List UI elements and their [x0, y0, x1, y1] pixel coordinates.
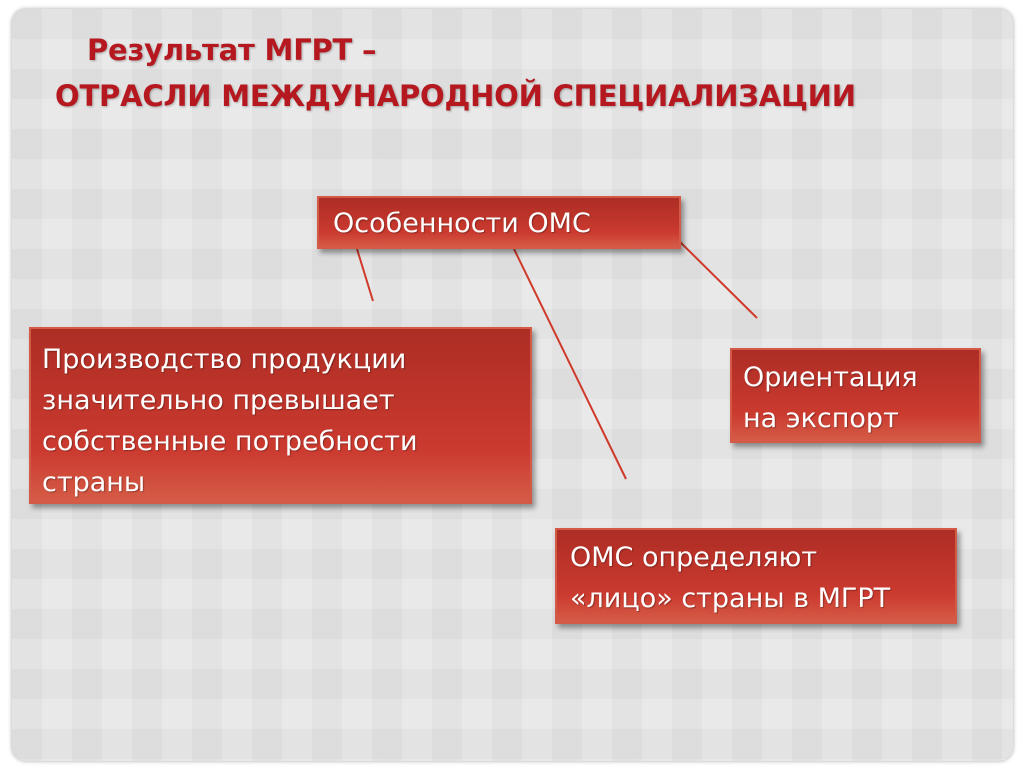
node-face-line-2: «лицо» страны в МГРТ	[570, 583, 891, 614]
center-node-oms-features	[317, 196, 681, 249]
connector-to-production	[357, 249, 373, 301]
center-node-label: Особенности ОМС	[333, 208, 591, 239]
node-production-line-2: значительно превышает	[42, 385, 395, 416]
title-line-2: ОТРАСЛИ МЕЖДУНАРОДНОЙ СПЕЦИАЛИЗАЦИИ	[55, 79, 856, 113]
node-export-line-1: Ориентация	[743, 362, 918, 393]
title-line-1: Результат МГРТ –	[87, 33, 377, 67]
node-export-orientation	[730, 348, 981, 443]
node-export-line-2: на экспорт	[743, 403, 899, 434]
node-production-exceeds-needs	[29, 327, 532, 504]
node-production-line-1: Производство продукции	[42, 344, 407, 375]
node-production-line-3: собственные потребности	[42, 426, 418, 457]
node-production-line-4: страны	[42, 467, 146, 498]
node-country-face	[555, 528, 957, 624]
node-face-line-1: ОМС определяют	[570, 542, 818, 573]
slide	[12, 9, 1013, 761]
connector-to-export	[669, 231, 757, 318]
